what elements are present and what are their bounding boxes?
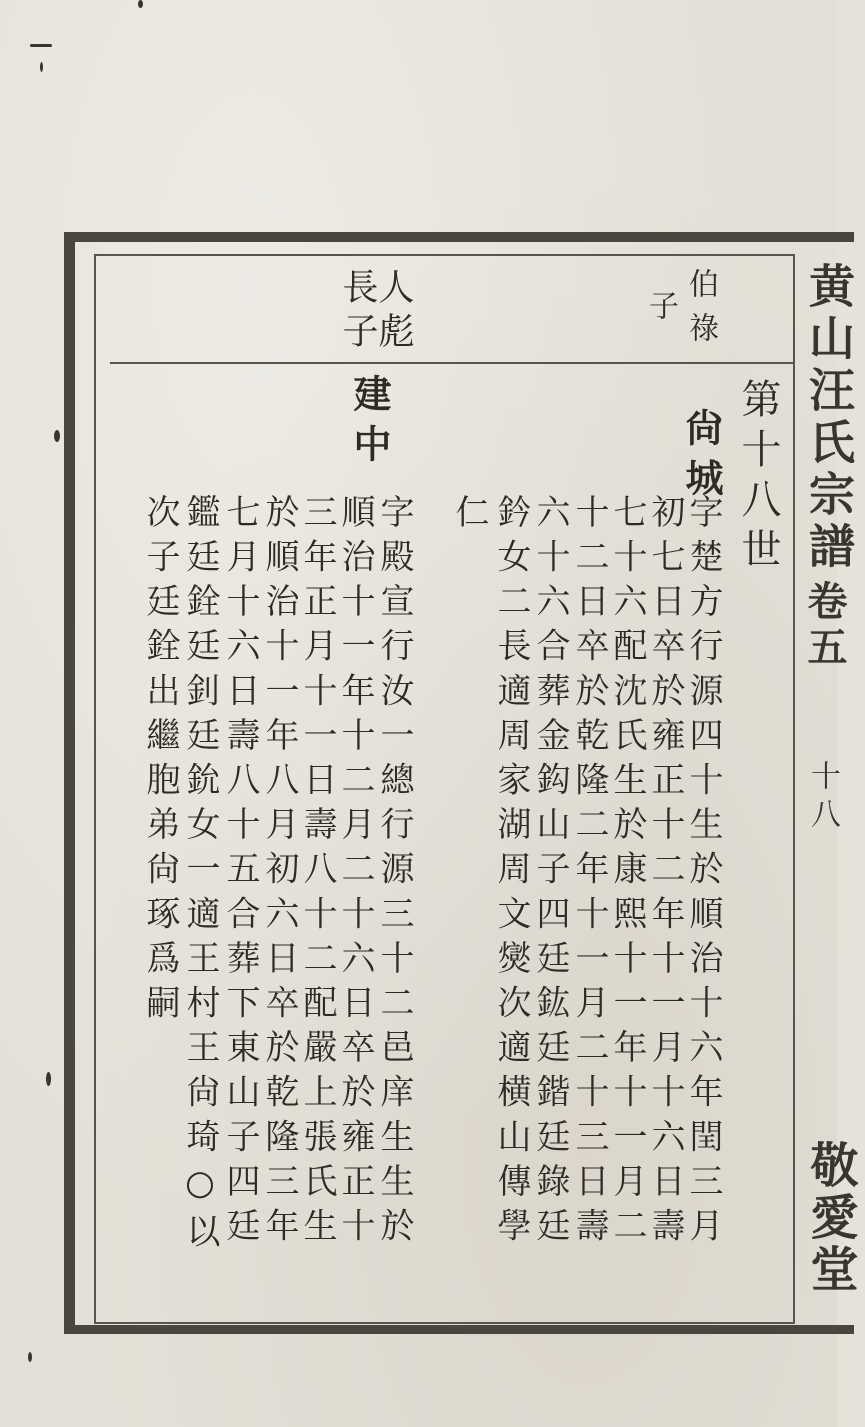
entry-text-line: 鈐女二長適周家湖周文爕次適横山傳學	[491, 494, 531, 1253]
entry-text-line: 次子廷銓出繼胞弟尙琢爲嗣	[140, 494, 180, 1030]
entry-text-line: 字殿宣行汝一總行源三十二邑庠生生於	[374, 494, 414, 1253]
entry-text-line: 仁	[449, 494, 489, 539]
entry-text-line: 順治十一年十二月二十六日卒於雍正十	[335, 494, 375, 1253]
margin-hall-name: 敬愛堂	[802, 1140, 858, 1296]
generation-heading: 第十八世	[735, 378, 781, 578]
upper-register-divider	[110, 362, 794, 364]
margin-page-number: 十八	[805, 760, 840, 836]
margin-column-line	[793, 254, 795, 1324]
entry-text-line: 三年正月十一日壽八十二配嚴上張氏生	[297, 494, 337, 1253]
entry-text-line: 七十六配沈氏生於康熙十一年十一月二	[607, 494, 647, 1253]
ink-speck	[28, 1352, 32, 1362]
entry-text-line: 字楚方行源四十生於順治十六年閏三月	[683, 494, 723, 1253]
entry-text-line: 於順治十一年八月初六日卒於乾隆三年	[259, 494, 299, 1253]
entry-text-line: 鑑廷銓廷釗廷鈗女一適王村王尙琦○以	[180, 494, 220, 1259]
entry-name: 尙城	[679, 408, 724, 508]
entry-text-line: 初七日卒於雍正十二年十一月十六日壽	[645, 494, 685, 1253]
ink-speck	[30, 44, 52, 47]
ink-speck	[138, 0, 143, 8]
upper-father-relation: 子	[643, 290, 678, 328]
ink-speck	[54, 430, 60, 442]
ink-speck	[46, 1072, 51, 1086]
entry-name: 建中	[347, 374, 392, 474]
upper-father-name: 伯祿	[683, 268, 718, 356]
ink-speck	[40, 62, 43, 72]
margin-title: 黄山汪氏宗譜	[802, 262, 856, 574]
upper-father-relation-2: 長子	[337, 268, 378, 356]
margin-volume: 卷五	[801, 580, 848, 672]
upper-father-name-2: 人彪	[373, 268, 414, 356]
entry-text-line: 十二日卒於乾隆二年十一月二十三日壽	[569, 494, 609, 1253]
entry-text-line: 七月十六日壽八十五合葬下東山子四廷	[220, 494, 260, 1253]
entry-text-line: 六十六合葬金鈎山子四廷鈜廷鍇廷錄廷	[530, 494, 570, 1253]
